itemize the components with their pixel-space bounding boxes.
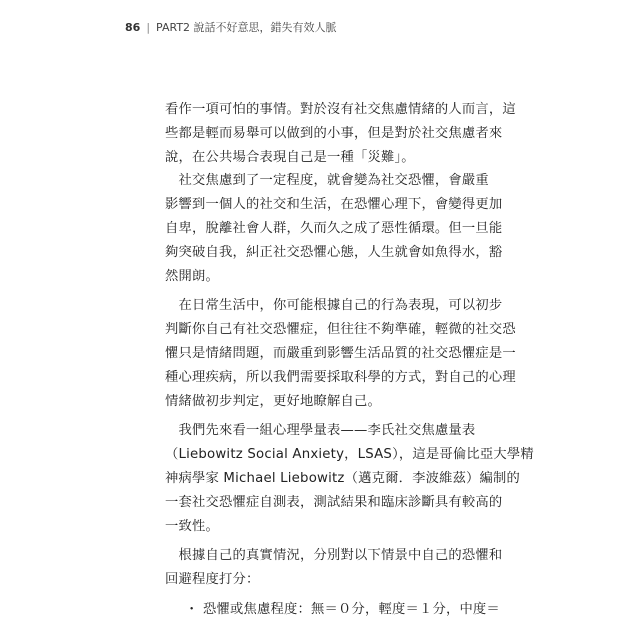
bullet-marker: ・: [185, 601, 199, 617]
paragraph: [165, 419, 534, 538]
text-line: 說，在公共場合表現自己是一種「災難」。: [165, 149, 415, 165]
text-line: 夠突破自我，糾正社交恐懼心態，人生就會如魚得水，豁: [165, 244, 503, 260]
text-line: 我們先來看一組心理學量表——李氏社交焦慮量表: [165, 423, 476, 439]
paragraph: [165, 544, 503, 592]
section-title: PART2 說話不好意思，錯失有效人脈: [156, 21, 337, 34]
text-line: 種心理疾病，所以我們需要採取科學的方式，對自己的心理: [165, 369, 516, 385]
text-line: 自卑，脫離社會人群，久而久之成了惡性循環。但一旦能: [165, 220, 503, 236]
page-number: 86: [125, 21, 141, 34]
text-line: 神病學家 Michael Liebowitz（邁克爾．李波維茲）編制的: [165, 470, 521, 486]
text-line: 影響到一個人的社交和生活，在恐懼心理下，會變得更加: [165, 197, 503, 213]
text-line: 懼只是情緒問題，而嚴重到影響生活品質的社交恐懼症是一: [165, 345, 516, 361]
text-line: 然開朗。: [165, 268, 219, 284]
text-line: 根據自己的真實情況，分別對以下情景中自己的恐懼和: [165, 548, 503, 564]
paragraph: [165, 98, 516, 169]
text-line: 看作一項可怕的事情。對於沒有社交焦慮情緒的人而言，這: [165, 102, 516, 117]
paragraph: [165, 169, 503, 288]
text-line: 社交焦慮到了一定程度，就會變為社交恐懼，會嚴重: [165, 173, 489, 189]
text-line: 些都是輕而易舉可以做到的小事，但是對於社交焦慮者來: [165, 125, 503, 141]
text-line: 一套社交恐懼症自測表，測試結果和臨床診斷具有較高的: [165, 494, 503, 510]
bullet-text: 恐懼或焦慮程度：無＝０分，輕度＝１分，中度＝: [203, 601, 500, 617]
text-line: 一致性。: [165, 518, 219, 534]
text-line: （Liebowitz Social Anxiety，LSAS），這是哥倫比亞大學精: [165, 447, 534, 463]
running-head: [125, 19, 337, 35]
header-separator: |: [146, 21, 151, 34]
text-line: 回避程度打分：: [165, 572, 260, 588]
text-line: 判斷你自己有社交恐懼症，但往往不夠準確，輕微的社交恐: [165, 322, 516, 338]
body-text: [165, 98, 534, 622]
bullet-item: [165, 598, 500, 622]
text-line: 在日常生活中，你可能根據自己的行為表現，可以初步: [165, 298, 503, 314]
text-line: 情緒做初步判定，更好地瞭解自己。: [165, 393, 381, 409]
paragraph: [165, 294, 516, 413]
